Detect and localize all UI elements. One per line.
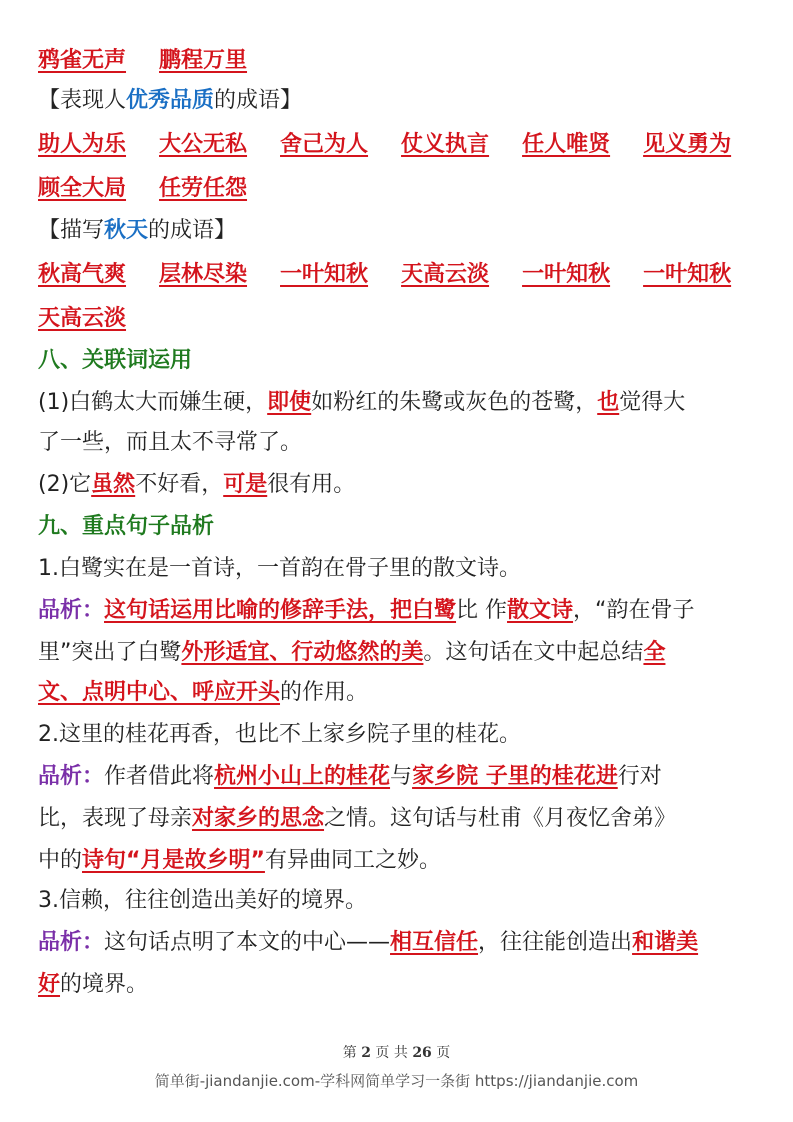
idiom: 见义勇为 [643,132,732,157]
idiom: 天高云淡 [401,262,490,287]
sentence-3: 3.信赖，往往创造出美好的境界。 [38,888,367,913]
analysis-2-cont2: 中的诗句“月是故乡明”有异曲同工之妙。 [38,848,441,873]
idiom: 鸦雀无声 [38,48,127,73]
analysis-1-cont: 里”突出了白鹭外形适宜、行动悠然的美。这句话在文中起总结全 [38,640,666,665]
analysis-label: 品析： [38,930,105,955]
sentence-1: 1.白鹭实在是一首诗，一首韵在骨子里的散文诗。 [38,556,521,581]
heading-virtue-idioms: 【表现人优秀品质的成语】 [38,88,303,113]
idiom: 天高云淡 [38,306,127,331]
idiom-line-3 [38,174,763,204]
idiom: 任人唯贤 [522,132,611,157]
analysis-2-cont: 比，表现了母亲对家乡的思念之情。这句话与杜甫《月夜忆舍弟》 [38,806,677,831]
idiom-line-4 [38,260,763,290]
idiom: 一叶知秋 [522,262,611,287]
site-footer: 简单街-jiandanjie.com-学科网简单学习一条街 https://jiandanjie.com [154,1072,639,1090]
section-heading-8: 八、关联词运用 [38,348,193,373]
sentence-2: 2.这里的桂花再香，也比不上家乡院子里的桂花。 [38,722,521,747]
analysis-1-cont2: 文、点明中心、呼应开头的作用。 [38,680,369,705]
idiom: 舍己为人 [280,132,369,157]
idiom-line-1 [38,46,763,76]
analysis-label: 品析： [38,598,105,623]
heading-autumn-idioms: 【描写秋天的成语】 [38,218,237,243]
analysis-2: 品析：作者借此将杭州小山上的桂花与家乡院 子里的桂花进行对 [38,764,662,789]
analysis-3-cont: 好的境界。 [38,972,149,997]
idiom: 鹏程万里 [159,48,248,73]
section-heading-9: 九、重点句子品析 [38,514,215,539]
analysis-1: 品析：这句话运用比喻的修辞手法，把白鹭比 作散文诗，“韵在骨子 [38,598,695,623]
idiom: 一叶知秋 [643,262,732,287]
idiom: 助人为乐 [38,132,127,157]
analysis-label: 品析： [38,764,105,789]
conjunction-example-1-cont: 了一些，而且太不寻常了。 [38,430,303,455]
conjunction-example-1: (1)白鹤太大而嫌生硬，即使如粉红的朱鹭或灰色的苍鹭，也觉得大 [38,390,686,415]
conjunction-example-2: (2)它虽然不好看，可是很有用。 [38,472,356,497]
idiom: 秋高气爽 [38,262,127,287]
page-number: 第 2 页 共 26 页 [342,1045,451,1061]
idiom-line-2 [38,130,763,160]
analysis-3: 品析：这句话点明了本文的中心——相互信任，往往能创造出和谐美 [38,930,699,955]
idiom: 大公无私 [159,132,248,157]
idiom: 仗义执言 [401,132,490,157]
idiom: 一叶知秋 [280,262,369,287]
idiom: 顾全大局 [38,176,127,201]
idiom: 层林尽染 [159,262,248,287]
idiom: 任劳任怨 [159,176,248,201]
idiom-line-5 [38,304,763,334]
